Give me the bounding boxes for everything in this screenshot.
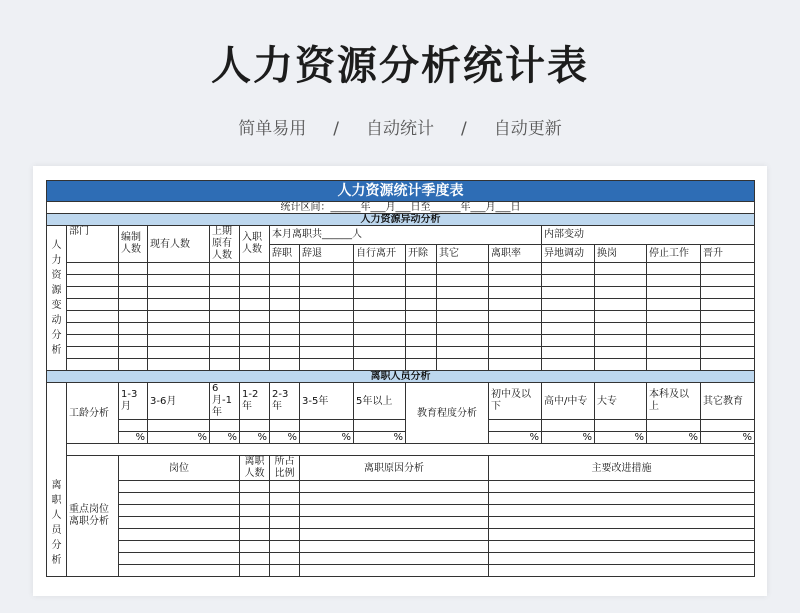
subtitle-item-auto-update: 自动更新 <box>493 119 562 139</box>
edu-col-3: 大专 <box>595 383 647 420</box>
edu-label: 教育程度分析 <box>406 383 489 444</box>
table-row <box>47 529 755 541</box>
tenure-col-4: 1-2年 <box>240 383 270 420</box>
header-post: 岗位 <box>119 456 240 481</box>
table-row <box>47 505 755 517</box>
sub-self-leave: 自行离开 <box>354 244 406 263</box>
table-row <box>47 263 755 275</box>
sheet-title: 人力资源统计季度表 <box>47 181 755 202</box>
header-count: 离职人数 <box>240 456 270 481</box>
header-ratio: 所占比例 <box>270 456 300 481</box>
table-row <box>47 323 755 335</box>
table-row <box>47 493 755 505</box>
header-hired: 入职人数 <box>240 226 270 263</box>
page-title: 人力资源分析统计表 <box>211 43 589 89</box>
table-row <box>47 541 755 553</box>
subtitle-sep: / <box>461 119 467 139</box>
edu-col-1: 初中及以下 <box>489 383 542 420</box>
header-measure: 主要改进措施 <box>489 456 755 481</box>
spreadsheet-sheet <box>33 166 767 596</box>
table-row <box>47 311 755 323</box>
tenure-col-1: 1-3月 <box>119 383 148 420</box>
period-row[interactable]: 统计区间：______年___月___日至______年___月___日 <box>47 202 755 214</box>
table-row <box>47 517 755 529</box>
header-left-total: 本月离职共______人 <box>270 226 542 245</box>
subtitle-item-easy: 简单易用 <box>238 119 307 139</box>
table-row <box>47 287 755 299</box>
table-row <box>47 299 755 311</box>
header-staffing: 编制人数 <box>119 226 148 263</box>
sub-relocation: 异地调动 <box>542 244 595 263</box>
header-internal: 内部变动 <box>542 226 755 245</box>
sub-dismiss: 辞退 <box>300 244 354 263</box>
sub-turnover-rate: 离职率 <box>489 244 542 263</box>
table-row <box>47 347 755 359</box>
table-row <box>47 275 755 287</box>
header-dept: 部门 <box>67 226 119 263</box>
tenure-col-7: 5年以上 <box>354 383 406 420</box>
tenure-label: 工龄分析 <box>67 383 119 444</box>
sub-resign: 辞职 <box>270 244 300 263</box>
edu-col-2: 高中/中专 <box>542 383 595 420</box>
edu-col-5: 其它教育 <box>701 383 755 420</box>
table-row <box>47 481 755 493</box>
sub-stop-work: 停止工作 <box>647 244 701 263</box>
subtitle <box>0 114 800 139</box>
header-current: 现有人数 <box>148 226 210 263</box>
side-label-change: 人 力 资 源 变 动 分 析 <box>47 226 67 371</box>
table-row <box>47 565 755 577</box>
header-reason: 离职原因分析 <box>300 456 489 481</box>
tenure-col-3: 6月-1年 <box>210 383 240 420</box>
table-row <box>47 420 755 432</box>
percent-row: % % % % % % % % % % % % <box>47 432 755 444</box>
table-row <box>47 335 755 347</box>
tenure-col-5: 2-3年 <box>270 383 300 420</box>
header-prev: 上期原有人数 <box>210 226 240 263</box>
hr-table <box>46 180 755 577</box>
sub-other: 其它 <box>437 244 489 263</box>
key-post-label: 重点岗位离职分析 <box>67 456 119 577</box>
side-label-departure: 离 职 人 员 分 析 <box>47 383 67 577</box>
tenure-col-6: 3-5年 <box>300 383 354 420</box>
subtitle-item-auto-stats: 自动统计 <box>366 119 434 139</box>
subtitle-sep: / <box>333 119 339 139</box>
tenure-col-2: 3-6月 <box>148 383 210 420</box>
sub-expel: 开除 <box>406 244 437 263</box>
edu-col-4: 本科及以上 <box>647 383 701 420</box>
table-row <box>47 553 755 565</box>
section1-title: 人力资源异动分析 <box>47 214 755 226</box>
sub-job-change: 换岗 <box>595 244 647 263</box>
sub-promotion: 晋升 <box>701 244 755 263</box>
section2-title: 离职人员分析 <box>47 371 755 383</box>
table-row <box>47 359 755 371</box>
